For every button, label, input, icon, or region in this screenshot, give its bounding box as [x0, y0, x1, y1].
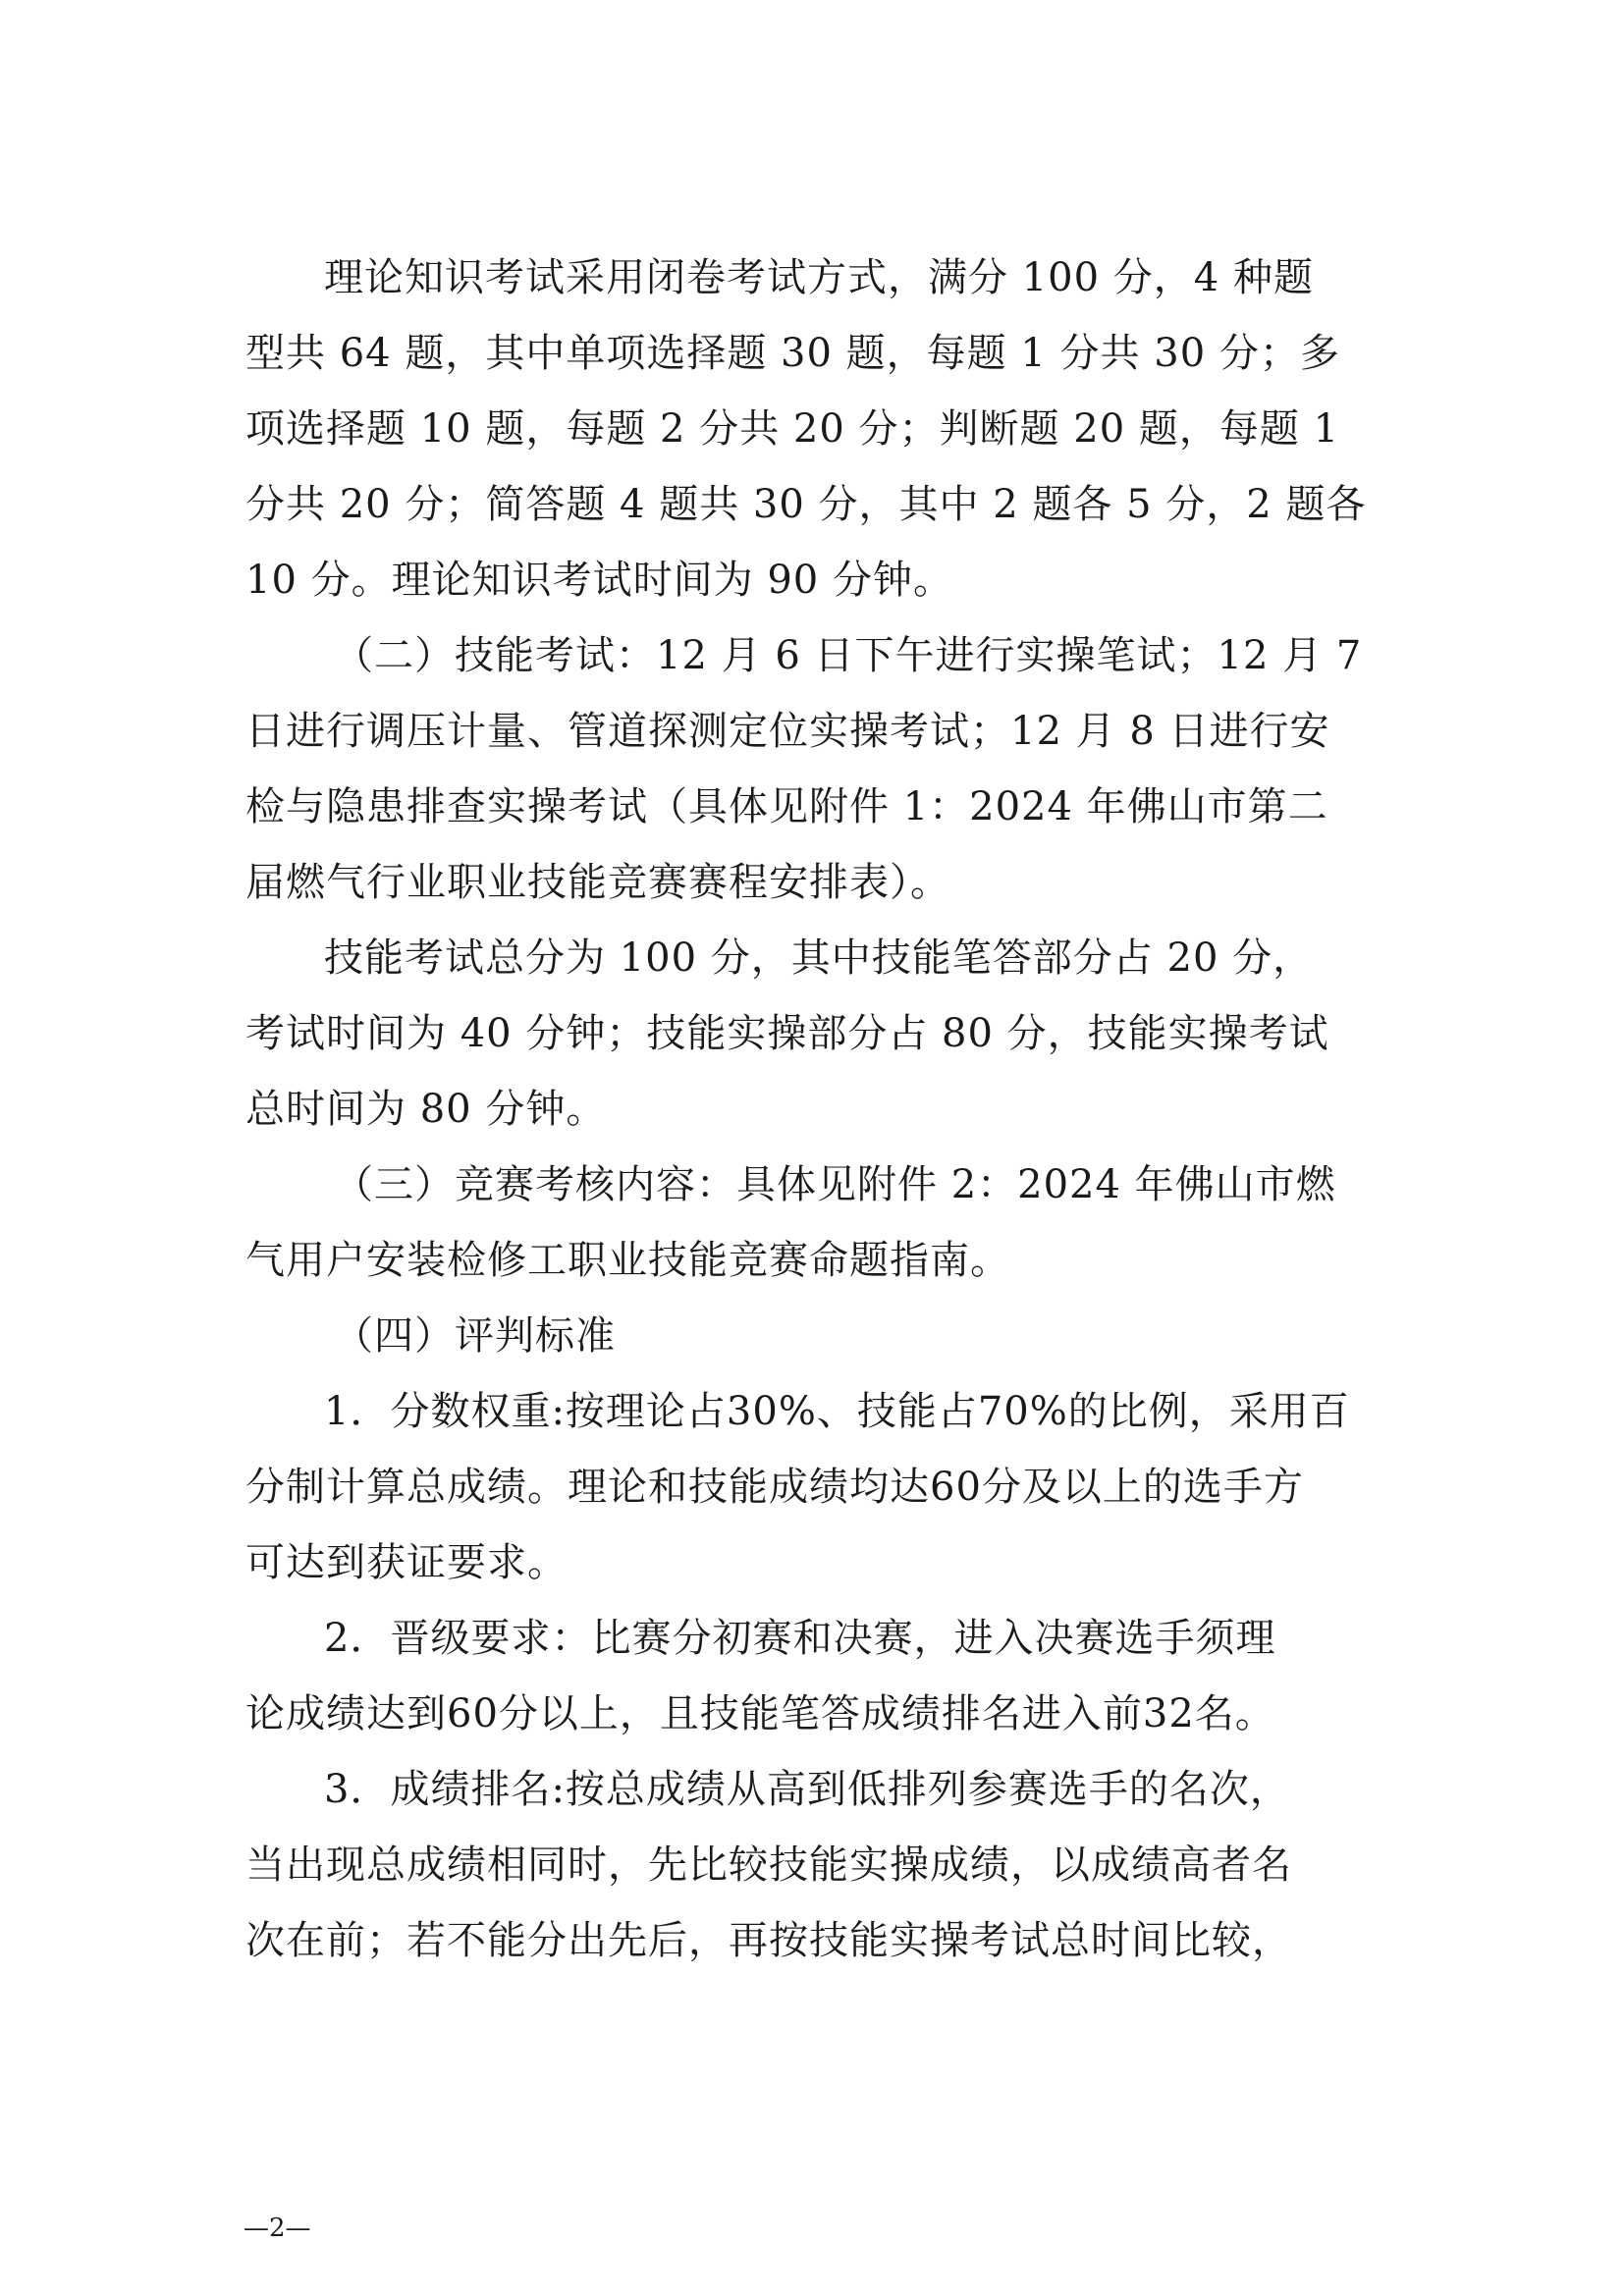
section-four-heading: （四）评判标准 — [334, 1313, 616, 1359]
section-three-line-2: 气用户安装检修工职业技能竞赛命题指南。 — [245, 1238, 1010, 1283]
paragraph-theory-line-3: 项选择题 10 题，每题 2 分共 20 分；判断题 20 题，每题 1 — [245, 406, 1340, 452]
item-one-line-2: 分制计算总成绩。理论和技能成绩均达60分及以上的选手方 — [245, 1465, 1304, 1510]
paragraph-skill-line-3: 总时间为 80 分钟。 — [245, 1087, 607, 1132]
item-two-line-2: 论成绩达到60分以上，且技能笔答成绩排名进入前32名。 — [245, 1691, 1275, 1736]
paragraph-theory-line-2: 型共 64 题，其中单项选择题 30 题，每题 1 分共 30 分；多 — [245, 331, 1340, 376]
item-one-line-1: 1．分数权重:按理论占30%、技能占70%的比例，采用百 — [324, 1389, 1350, 1434]
section-two-line-1: （二）技能考试：12 月 6 日下午进行实操笔试；12 月 7 — [334, 633, 1363, 678]
section-two-line-2: 日进行调压计量、管道探测定位实操考试；12 月 8 日进行安 — [245, 709, 1330, 754]
section-two-line-4: 届燃气行业职业技能竞赛赛程安排表）。 — [245, 860, 950, 905]
paragraph-skill-line-1: 技能考试总分为 100 分，其中技能笔答部分占 20 分， — [324, 935, 1314, 981]
item-three-line-2: 当出现总成绩相同时，先比较技能实操成绩，以成绩高者名 — [245, 1842, 1292, 1888]
section-three-line-1: （三）竞赛考核内容：具体见附件 2：2024 年佛山市燃 — [334, 1162, 1336, 1207]
paragraph-theory-line-1: 理论知识考试采用闭卷考试方式，满分 100 分，4 种题 — [324, 255, 1314, 300]
item-three-line-1: 3．成绩排名:按总成绩从高到低排列参赛选手的名次， — [324, 1767, 1290, 1812]
item-one-line-3: 可达到获证要求。 — [245, 1540, 568, 1585]
section-two-line-3: 检与隐患排查实操考试（具体见附件 1：2024 年佛山市第二 — [245, 784, 1328, 829]
paragraph-theory-line-5: 10 分。理论知识考试时间为 90 分钟。 — [245, 558, 953, 603]
item-two-line-1: 2．晋级要求：比赛分初赛和决赛，进入决赛选手须理 — [324, 1616, 1276, 1661]
item-three-line-3: 次在前；若不能分出先后，再按技能实操考试总时间比较， — [245, 1918, 1292, 1963]
paragraph-skill-line-2: 考试时间为 40 分钟；技能实操部分占 80 分，技能实操考试 — [245, 1011, 1329, 1056]
page-number: —2— — [244, 2214, 311, 2243]
paragraph-theory-line-4: 分共 20 分；简答题 4 题共 30 分，其中 2 题各 5 分，2 题各 — [245, 482, 1367, 527]
